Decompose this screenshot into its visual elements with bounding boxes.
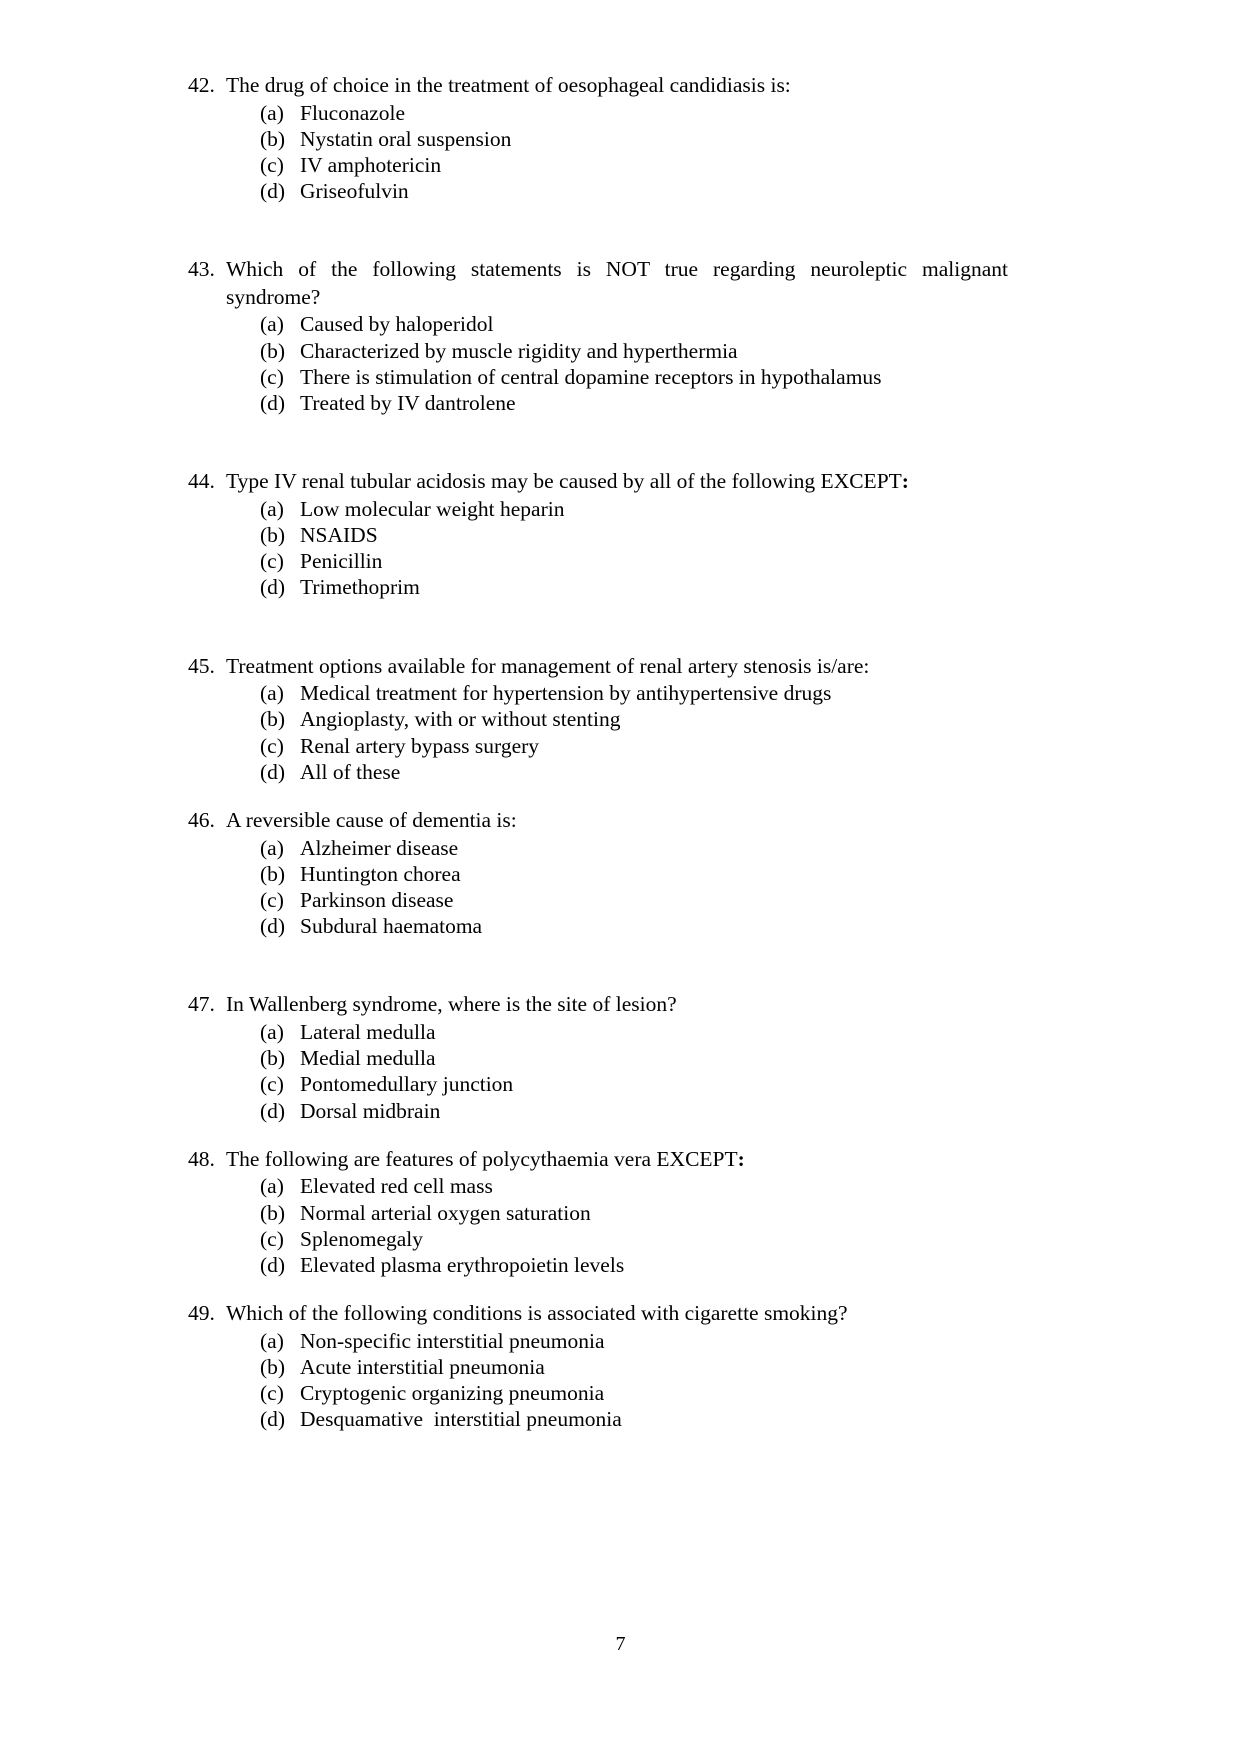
option-item[interactable] bbox=[260, 100, 1008, 126]
option-text: Cryptogenic organizing pneumonia bbox=[300, 1381, 605, 1406]
question-45-stem bbox=[188, 653, 1008, 681]
option-label: (b) bbox=[260, 1354, 286, 1379]
option-item[interactable] bbox=[260, 1380, 1008, 1406]
question-43-options bbox=[188, 311, 1008, 416]
question-48-number: 48. bbox=[188, 1146, 215, 1171]
option-label: (b) bbox=[260, 523, 286, 548]
option-text: Medial medulla bbox=[300, 1046, 436, 1071]
option-item[interactable] bbox=[260, 1098, 1008, 1124]
question-42-stem-text: The drug of choice in the treatment of oesophageal candidiasis is: bbox=[226, 73, 791, 97]
option-text: Lateral medulla bbox=[300, 1019, 436, 1044]
question-42-options bbox=[188, 100, 1008, 205]
spacer bbox=[188, 416, 1008, 468]
option-label: (a) bbox=[260, 100, 284, 125]
page-number: 7 bbox=[615, 1633, 626, 1655]
question-43 bbox=[188, 256, 1008, 416]
option-text: Fluconazole bbox=[300, 100, 406, 125]
option-text: Pontomedullary junction bbox=[300, 1072, 514, 1097]
option-item[interactable] bbox=[260, 178, 1008, 204]
question-46-stem-text: A reversible cause of dementia is: bbox=[226, 808, 517, 833]
question-48-options bbox=[188, 1173, 1008, 1278]
option-text: NSAIDS bbox=[300, 523, 378, 548]
question-49-number: 49. bbox=[188, 1301, 215, 1326]
option-text: There is stimulation of central dopamine receptors in hypothalamus bbox=[300, 364, 882, 389]
option-text: Subdural haematoma bbox=[300, 914, 483, 939]
option-label: (a) bbox=[260, 1174, 284, 1199]
option-label: (d) bbox=[260, 1407, 286, 1432]
option-label: (c) bbox=[260, 1226, 284, 1251]
option-text: Characterized by muscle rigidity and hyperthermia bbox=[300, 338, 738, 363]
question-48-stem-text: The following are features of polycythaemia vera EXCEPT bbox=[226, 1146, 738, 1171]
option-label: (d) bbox=[260, 914, 286, 939]
question-45 bbox=[188, 653, 1008, 785]
option-text: Griseofulvin bbox=[300, 179, 409, 204]
option-item[interactable] bbox=[260, 1252, 1008, 1278]
question-44-stem-text: Type IV renal tubular acidosis may be caused by all of the following EXCEPT bbox=[226, 469, 902, 494]
question-47-stem bbox=[188, 991, 1008, 1019]
option-item[interactable] bbox=[260, 311, 1008, 337]
option-label: (b) bbox=[260, 861, 286, 886]
option-label: (a) bbox=[260, 835, 284, 860]
option-item[interactable] bbox=[260, 835, 1008, 861]
question-45-stem-text: Treatment options available for management of renal artery stenosis is/are: bbox=[226, 653, 870, 678]
option-item[interactable] bbox=[260, 1045, 1008, 1071]
question-42-number: 42. bbox=[188, 73, 215, 97]
option-label: (b) bbox=[260, 707, 286, 732]
option-label: (c) bbox=[260, 733, 284, 758]
option-item[interactable] bbox=[260, 496, 1008, 522]
option-text: Treated by IV dantrolene bbox=[300, 391, 516, 416]
option-item[interactable] bbox=[260, 364, 1008, 390]
option-text: Parkinson disease bbox=[300, 888, 454, 913]
option-text: Huntington chorea bbox=[300, 861, 461, 886]
option-text: Acute interstitial pneumonia bbox=[300, 1354, 545, 1379]
option-text: Dorsal midbrain bbox=[300, 1098, 441, 1123]
option-item[interactable] bbox=[260, 522, 1008, 548]
option-item[interactable] bbox=[260, 1328, 1008, 1354]
option-item[interactable] bbox=[260, 1226, 1008, 1252]
question-43-stem-text: Which of the following statements is NOT true regarding neuroleptic malignant syndrome? bbox=[226, 257, 1008, 309]
option-item[interactable] bbox=[260, 861, 1008, 887]
question-list bbox=[188, 72, 1008, 1433]
option-text: Normal arterial oxygen saturation bbox=[300, 1200, 591, 1225]
question-46-options bbox=[188, 835, 1008, 940]
spacer bbox=[188, 601, 1008, 653]
option-label: (a) bbox=[260, 1019, 284, 1044]
option-text: IV amphotericin bbox=[300, 152, 442, 177]
option-item[interactable] bbox=[260, 338, 1008, 364]
option-text: Caused by haloperidol bbox=[300, 312, 494, 337]
option-label: (c) bbox=[260, 364, 284, 389]
question-43-stem bbox=[188, 256, 1008, 311]
option-item[interactable] bbox=[260, 152, 1008, 178]
question-46-stem bbox=[188, 807, 1008, 835]
question-45-options bbox=[188, 680, 1008, 785]
option-text: Trimethoprim bbox=[300, 575, 420, 600]
option-item[interactable] bbox=[260, 706, 1008, 732]
option-label: (a) bbox=[260, 496, 284, 521]
option-label: (d) bbox=[260, 391, 286, 416]
spacer bbox=[188, 204, 1008, 256]
option-item[interactable] bbox=[260, 733, 1008, 759]
option-label: (d) bbox=[260, 179, 286, 204]
question-49 bbox=[188, 1300, 1008, 1432]
option-item[interactable] bbox=[260, 1019, 1008, 1045]
question-49-options bbox=[188, 1328, 1008, 1433]
option-label: (a) bbox=[260, 1328, 284, 1353]
option-text: Splenomegaly bbox=[300, 1226, 424, 1251]
question-43-number: 43. bbox=[188, 257, 215, 282]
option-label: (a) bbox=[260, 312, 284, 337]
option-text: Medical treatment for hypertension by antihypertensive drugs bbox=[300, 681, 832, 706]
option-item[interactable] bbox=[260, 759, 1008, 785]
question-47 bbox=[188, 991, 1008, 1123]
option-item[interactable] bbox=[260, 1173, 1008, 1199]
option-item[interactable] bbox=[260, 1071, 1008, 1097]
option-label: (c) bbox=[260, 549, 284, 574]
option-text: Elevated red cell mass bbox=[300, 1174, 493, 1199]
question-47-stem-text: In Wallenberg syndrome, where is the site of lesion? bbox=[226, 992, 677, 1017]
spacer bbox=[188, 785, 1008, 807]
question-42 bbox=[188, 72, 1008, 204]
question-47-number: 47. bbox=[188, 992, 215, 1017]
option-label: (a) bbox=[260, 681, 284, 706]
option-text: All of these bbox=[300, 759, 401, 784]
option-item[interactable] bbox=[260, 126, 1008, 152]
spacer bbox=[188, 1124, 1008, 1146]
question-44-number: 44. bbox=[188, 469, 215, 494]
option-label: (c) bbox=[260, 888, 284, 913]
option-text: Angioplasty, with or without stenting bbox=[300, 707, 621, 732]
option-label: (b) bbox=[260, 126, 286, 151]
option-text: Nystatin oral suspension bbox=[300, 126, 512, 151]
option-item[interactable] bbox=[260, 1354, 1008, 1380]
option-item[interactable] bbox=[260, 390, 1008, 416]
question-44 bbox=[188, 468, 1008, 600]
option-item[interactable] bbox=[260, 887, 1008, 913]
question-46-number: 46. bbox=[188, 808, 215, 833]
option-label: (b) bbox=[260, 1046, 286, 1071]
option-text: Non-specific interstitial pneumonia bbox=[300, 1328, 605, 1353]
question-45-number: 45. bbox=[188, 653, 215, 678]
option-label: (c) bbox=[260, 1381, 284, 1406]
option-item[interactable] bbox=[260, 574, 1008, 600]
spacer bbox=[188, 1278, 1008, 1300]
option-item[interactable] bbox=[260, 548, 1008, 574]
question-44-options bbox=[188, 496, 1008, 601]
option-label: (c) bbox=[260, 152, 284, 177]
option-item[interactable] bbox=[260, 680, 1008, 706]
question-48-stem bbox=[188, 1146, 1008, 1174]
spacer bbox=[188, 939, 1008, 991]
question-44-stem-suffix: : bbox=[901, 469, 909, 494]
option-label: (d) bbox=[260, 1253, 286, 1278]
question-47-options bbox=[188, 1019, 1008, 1124]
question-48-stem-suffix: : bbox=[737, 1146, 745, 1171]
option-item[interactable] bbox=[260, 1200, 1008, 1226]
question-44-stem bbox=[188, 468, 1008, 496]
option-text: Desquamative interstitial pneumonia bbox=[300, 1407, 622, 1432]
question-49-stem-text: Which of the following conditions is associated with cigarette smoking? bbox=[226, 1301, 848, 1326]
question-42-stem bbox=[188, 72, 1008, 100]
option-item[interactable] bbox=[260, 913, 1008, 939]
option-text: Renal artery bypass surgery bbox=[300, 733, 540, 758]
option-label: (b) bbox=[260, 1200, 286, 1225]
option-label: (b) bbox=[260, 338, 286, 363]
option-label: (d) bbox=[260, 575, 286, 600]
question-46 bbox=[188, 807, 1008, 939]
option-label: (d) bbox=[260, 759, 286, 784]
option-text: Low molecular weight heparin bbox=[300, 496, 565, 521]
option-label: (d) bbox=[260, 1098, 286, 1123]
question-49-stem bbox=[188, 1300, 1008, 1328]
question-48 bbox=[188, 1146, 1008, 1278]
option-text: Alzheimer disease bbox=[300, 835, 459, 860]
option-text: Elevated plasma erythropoietin levels bbox=[300, 1253, 625, 1278]
option-label: (c) bbox=[260, 1072, 284, 1097]
option-item[interactable] bbox=[260, 1406, 1008, 1432]
option-text: Penicillin bbox=[300, 549, 383, 574]
